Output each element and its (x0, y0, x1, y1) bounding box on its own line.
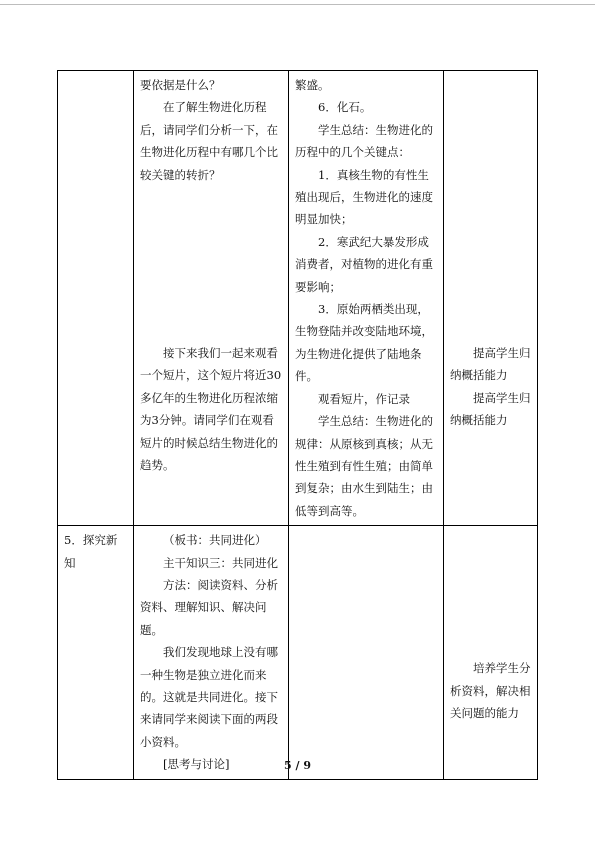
text-line: 学生总结：生物进化的规律：从原核到真核；从无性生殖到有性生殖；由简单到复杂；由水生到陆生；由低等到高等。 (295, 414, 433, 518)
text-line: 提高学生归纳概括能力 (450, 390, 531, 428)
text-line: 1．真核生物的有性生殖出现后，生物进化的速度明显加快； (295, 167, 433, 227)
table-row (58, 526, 538, 779)
teacher-activity-cell (134, 71, 289, 526)
page-number: 5 / 9 (284, 759, 311, 772)
text-line: 提高学生归纳概括能力 (450, 346, 531, 383)
text-line: 主干知识三：共同进化 (163, 555, 278, 570)
table-row (58, 71, 538, 526)
text-line: 培养学生分析资料，解决相关问题的能力 (450, 661, 531, 720)
text-line: 学生总结：生物进化的历程中的几个关键点： (295, 122, 433, 160)
text-line: （板书：共同进化） (163, 533, 267, 548)
text-line: [思考与讨论] (163, 757, 230, 772)
stage-cell (58, 71, 134, 526)
text-line: 6．化石。 (318, 100, 372, 115)
lesson-plan-table (57, 70, 538, 780)
text-line: 2．寒武纪大暴发形成消费者，对植物的进化有重要影响； (295, 234, 433, 294)
design-intent-cell (444, 526, 538, 779)
header-rule (0, 4, 595, 5)
text-line: 方法：阅读资料、分析资料、理解知识、解决问题。 (140, 577, 278, 637)
text-line: 繁盛。 (295, 78, 330, 92)
text-line: 接下来我们一起来观看一个短片，这个短片将近30多亿年的生物进化历程浓缩为3分钟。请同学们在观看短片的时候总结生物进化的趋势。 (140, 346, 282, 473)
teacher-activity-cell (134, 526, 289, 779)
design-intent-cell (444, 71, 538, 526)
text-line: 我们发现地球上没有哪一种生物是独立进化而来的。这就是共同进化。接下来请同学来阅读下面的两段小资料。 (140, 645, 278, 749)
student-activity-cell (289, 71, 444, 526)
text-line: 要依据是什么？ (140, 78, 221, 92)
stage-cell: 5．探究新知 (58, 526, 134, 779)
text-line: 3．原始两栖类出现，生物登陆并改变陆地环境，为生物进化提供了陆地条件。 (295, 302, 433, 384)
text-line: 观看短片，作记录 (318, 391, 410, 406)
student-activity-cell (289, 526, 444, 779)
text-line: 在了解生物进化历程后，请同学们分析一下，在生物进化历程中有哪几个比较关键的转折？ (140, 100, 278, 182)
